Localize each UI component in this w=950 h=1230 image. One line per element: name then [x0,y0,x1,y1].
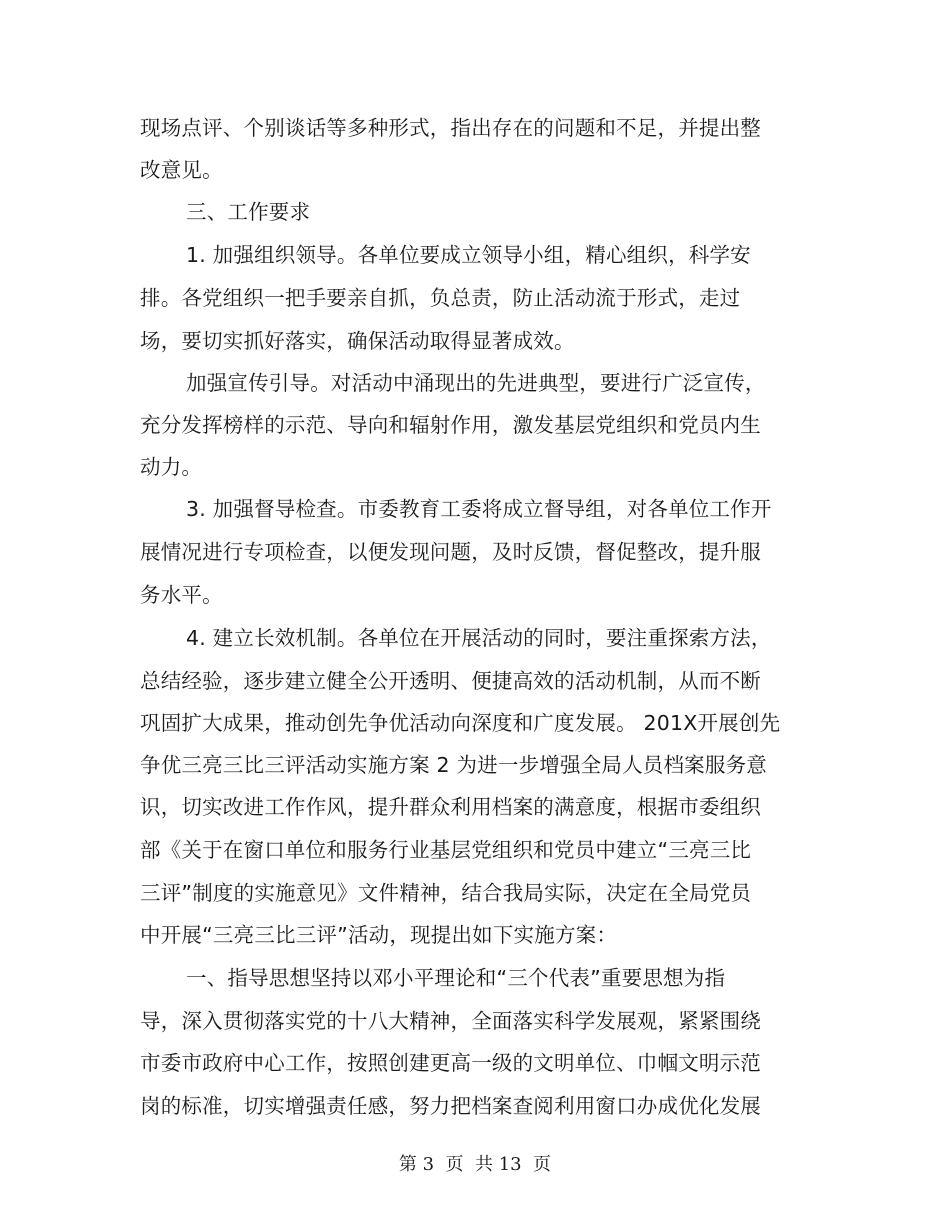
text-line: 一、指导思想坚持以邓小平理论和“三个代表”重要思想为指 [186,966,726,990]
page-number-footer: 第 3 页 共 13 页 [398,1154,552,1175]
text-line: 三评”制度的实施意见》文件精神，结合我局实际，决定在全局党员 [140,881,752,905]
text-line: 改意见。 [140,158,223,182]
text-line: 现场点评、个别谈话等多种形式，指出存在的问题和不足，并提出整 [140,116,761,140]
text-line: 4. 建立长效机制。各单位在开展活动的同时，要注重探索方法， [186,626,772,650]
text-line: 1. 加强组织领导。各单位要成立领导小组，精心组织，科学安 [186,243,751,267]
text-line: 中开展“三亮三比三评”活动，现提出如下实施方案： [140,923,618,947]
text-line: 3. 加强督导检查。市委教育工委将成立督导组，对各单位工作开 [186,497,772,521]
text-line: 巩固扩大成果，推动创先争优活动向深度和广度发展。 201X开展创先 [140,711,781,735]
text-line: 动力。 [140,455,203,479]
text-line: 务水平。 [140,583,223,607]
text-line: 排。各党组织一把手要亲自抓，负总责，防止活动流于形式，走过 [140,286,741,310]
text-line: 识，切实改进工作作风，提升群众利用档案的满意度，根据市委组织 [140,795,761,819]
text-line: 岗的标准，切实增强责任感，努力把档案查阅利用窗口办成优化发展 [140,1094,761,1118]
text-line: 加强宣传引导。对活动中涌现出的先进典型，要进行广泛宣传， [186,371,766,395]
text-line: 争优三亮三比三评活动实施方案 2 为进一步增强全局人员档案服务意 [140,753,767,777]
text-line: 展情况进行专项检查，以便发现问题，及时反馈，督促整改，提升服 [140,540,761,564]
text-line: 导，深入贯彻落实党的十八大精神，全面落实科学发展观，紧紧围绕 [140,1009,761,1033]
text-line: 市委市政府中心工作，按照创建更高一级的文明单位、巾帼文明示范 [140,1051,761,1075]
text-line: 充分发挥榜样的示范、导向和辐射作用，激发基层党组织和党员内生 [140,413,761,437]
section-heading: 三、工作要求 [186,200,311,224]
text-line: 总结经验，逐步建立健全公开透明、便捷高效的活动机制，从而不断 [140,669,761,693]
text-line: 场，要切实抓好落实，确保活动取得显著成效。 [140,329,575,353]
text-line: 部《关于在窗口单位和服务行业基层党组织和党员中建立“三亮三比 [140,838,752,862]
